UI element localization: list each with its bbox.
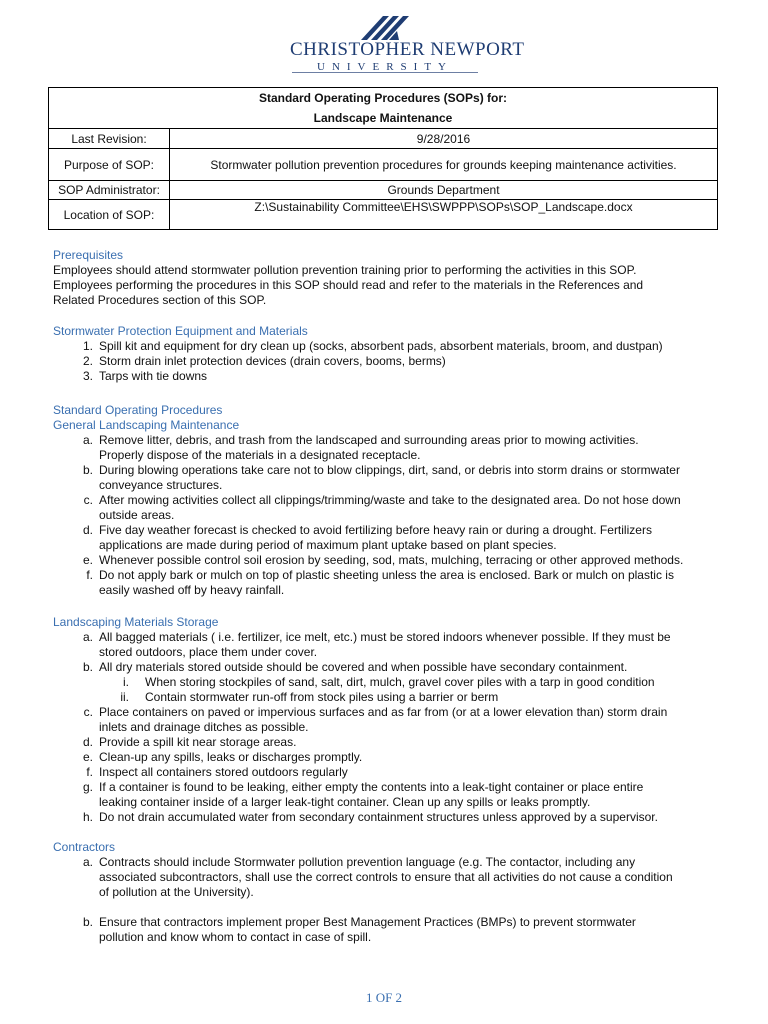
list-text: inlets and drainage ditches as possible.: [99, 720, 309, 734]
list-text: Spill kit and equipment for dry clean up (socks, absorbent pads, absorbent materials, broom, and dustpan): [99, 339, 663, 353]
row-value: 9/28/2016: [170, 129, 718, 149]
list-item: [53, 735, 671, 750]
list-text: Do not apply bark or mulch on top of plastic sheeting unless the area is enclosed. Bark or mulch on plastic is: [99, 568, 674, 582]
list-item: [53, 855, 673, 900]
list-marker: g.: [82, 780, 93, 794]
list-text: Properly dispose of the materials in a designated receptacle.: [99, 448, 421, 462]
list-text: All bagged materials ( i.e. fertilizer, ice melt, etc.) must be stored indoors whenever possible. If they must be: [99, 630, 671, 644]
table-row: [49, 129, 718, 149]
row-label: Purpose of SOP:: [49, 149, 170, 181]
contractors-list: [53, 855, 673, 945]
list-item: [53, 523, 683, 553]
list-text: stored outdoors, place them under cover.: [99, 645, 318, 659]
cnu-wave-logo-icon: [353, 14, 417, 40]
list-text: If a container is found to be leaking, either empty the contents into a leak-tight container or place entire: [99, 780, 644, 794]
list-marker: h.: [82, 810, 93, 824]
logo-divider: [292, 72, 478, 73]
list-text: Five day weather forecast is checked to avoid fertilizing before heavy rain or during a drought. Fertilizers: [99, 523, 652, 537]
storage-list: [53, 630, 671, 825]
list-text: Storm drain inlet protection devices (drain covers, booms, berms): [99, 354, 446, 368]
list-text: easily washed off by heavy rainfall.: [99, 583, 285, 597]
list-marker: c.: [83, 705, 93, 719]
contractors-section: [53, 840, 673, 945]
row-label: Last Revision:: [49, 129, 170, 149]
list-item: [53, 433, 683, 463]
body-line: Employees should attend stormwater pollution prevention training prior to performing the activities in this SOP.: [53, 263, 637, 277]
list-marker: b.: [82, 463, 93, 477]
storage-section: [53, 615, 671, 825]
list-marker: f.: [86, 568, 93, 582]
prerequisites-section: [53, 248, 643, 308]
list-item: [53, 765, 671, 780]
logo-university: UNIVERSITY: [317, 61, 453, 73]
list-text: pollution and know whom to contact in case of spill.: [99, 930, 372, 944]
list-text: outside areas.: [99, 508, 175, 522]
list-item: [53, 463, 683, 493]
list-marker: b.: [82, 660, 93, 674]
list-text: After mowing activities collect all clippings/trimming/waste and take to the designated area. Do not hose down: [99, 493, 681, 507]
list-text: leaking container inside of a larger leak-tight container. Clean up any spills or leaks promptly.: [99, 795, 591, 809]
list-marker: a.: [82, 855, 93, 869]
section-subheading: General Landscaping Maintenance: [53, 418, 240, 432]
list-text: Do not drain accumulated water from secondary containment structures unless approved by a supervisor.: [99, 810, 658, 824]
list-item: [53, 915, 673, 945]
list-marker: e.: [82, 750, 93, 764]
list-marker: d.: [82, 523, 93, 537]
row-value: Stormwater pollution prevention procedures for grounds keeping maintenance activities.: [170, 149, 718, 181]
list-text: Contain stormwater run-off from stock piles using a barrier or berm: [145, 690, 499, 704]
sub-list-item: [53, 675, 671, 690]
list-text: When storing stockpiles of sand, salt, dirt, mulch, gravel cover piles with a tarp in good condition: [145, 675, 655, 689]
list-text: Ensure that contractors implement proper Best Management Practices (BMPs) to prevent stormwater: [99, 915, 636, 929]
row-value: Z:\Sustainability Committee\EHS\SWPPP\SOPs\SOP_Landscape.docx: [170, 200, 718, 230]
list-marker: b.: [82, 915, 93, 929]
list-text: Contracts should include Stormwater pollution prevention language (e.g. The contactor, including any: [99, 855, 636, 869]
list-item: [53, 369, 663, 384]
page-number: 1 OF 2: [365, 990, 403, 1005]
list-text: conveyance structures.: [99, 478, 223, 492]
sop-header-table: [48, 87, 718, 230]
equipment-list: [53, 339, 663, 384]
list-text: Tarps with tie downs: [99, 369, 208, 383]
body-line: Employees performing the procedures in this SOP should read and refer to the materials in the References and: [53, 278, 644, 292]
logo-name: CHRISTOPHER NEWPORT: [290, 39, 525, 60]
list-text: applications are made during period of maximum plant uptake based on plant species.: [99, 538, 557, 552]
list-text: Clean-up any spills, leaks or discharges promptly.: [99, 750, 363, 764]
list-marker: e.: [82, 553, 93, 567]
list-item: [53, 339, 663, 354]
list-item: [53, 493, 683, 523]
row-label: Location of SOP:: [49, 200, 170, 230]
table-row: [49, 181, 718, 200]
list-marker: 1.: [82, 339, 93, 353]
section-heading: Stormwater Protection Equipment and Materials: [53, 324, 308, 338]
list-item: [53, 553, 683, 568]
title-line-1: Standard Operating Procedures (SOPs) for:: [258, 91, 508, 105]
row-label: SOP Administrator:: [49, 181, 170, 200]
table-row: [49, 200, 718, 230]
list-item: [53, 780, 671, 810]
list-item: [53, 354, 663, 369]
list-marker: a.: [82, 433, 93, 447]
body-line: Related Procedures section of this SOP.: [53, 293, 267, 307]
title-line-2: Landscape Maintenance: [313, 111, 453, 125]
list-text: Whenever possible control soil erosion by seeding, sod, mats, mulching, terracing or other approved methods.: [99, 553, 684, 567]
list-marker: c.: [83, 493, 93, 507]
sub-list-item: [53, 690, 671, 705]
table-title-row: [49, 88, 718, 129]
list-marker: a.: [82, 630, 93, 644]
section-heading: Standard Operating Procedures: [53, 403, 223, 417]
list-text: Inspect all containers stored outdoors regularly: [99, 765, 348, 779]
list-marker: f.: [86, 765, 93, 779]
section-heading: Contractors: [53, 840, 116, 854]
equipment-section: [53, 324, 663, 384]
list-marker: 3.: [82, 369, 93, 383]
list-item: [53, 630, 671, 660]
section-heading: Landscaping Materials Storage: [53, 615, 219, 629]
list-marker: i.: [123, 675, 129, 689]
list-text: Remove litter, debris, and trash from the landscaped and surrounding areas prior to mowing activities.: [99, 433, 639, 447]
list-text: of pollution at the University).: [99, 885, 254, 899]
list-item: [53, 810, 671, 825]
list-item: [53, 660, 671, 675]
row-value: Grounds Department: [170, 181, 718, 200]
list-item: [53, 568, 683, 598]
list-text: associated subcontractors, shall use the correct controls to ensure that all activities do not cause a condition: [99, 870, 673, 884]
sop-list: [53, 433, 683, 598]
list-item: [53, 750, 671, 765]
sop-section: [53, 403, 683, 598]
list-item: [53, 705, 671, 735]
list-text: All dry materials stored outside should be covered and when possible have secondary containment.: [99, 660, 628, 674]
list-text: Place containers on paved or impervious surfaces and as far from (or at a lower elevation than) storm drain: [99, 705, 668, 719]
university-logo: [290, 14, 525, 78]
section-heading: Prerequisites: [53, 248, 124, 262]
table-title: [49, 88, 718, 129]
list-marker: d.: [82, 735, 93, 749]
list-marker: 2.: [82, 354, 93, 368]
list-marker: ii.: [120, 690, 129, 704]
list-text: Provide a spill kit near storage areas.: [99, 735, 297, 749]
table-row: [49, 149, 718, 181]
list-text: During blowing operations take care not to blow clippings, dirt, sand, or debris into storm drains or stormwater: [99, 463, 680, 477]
